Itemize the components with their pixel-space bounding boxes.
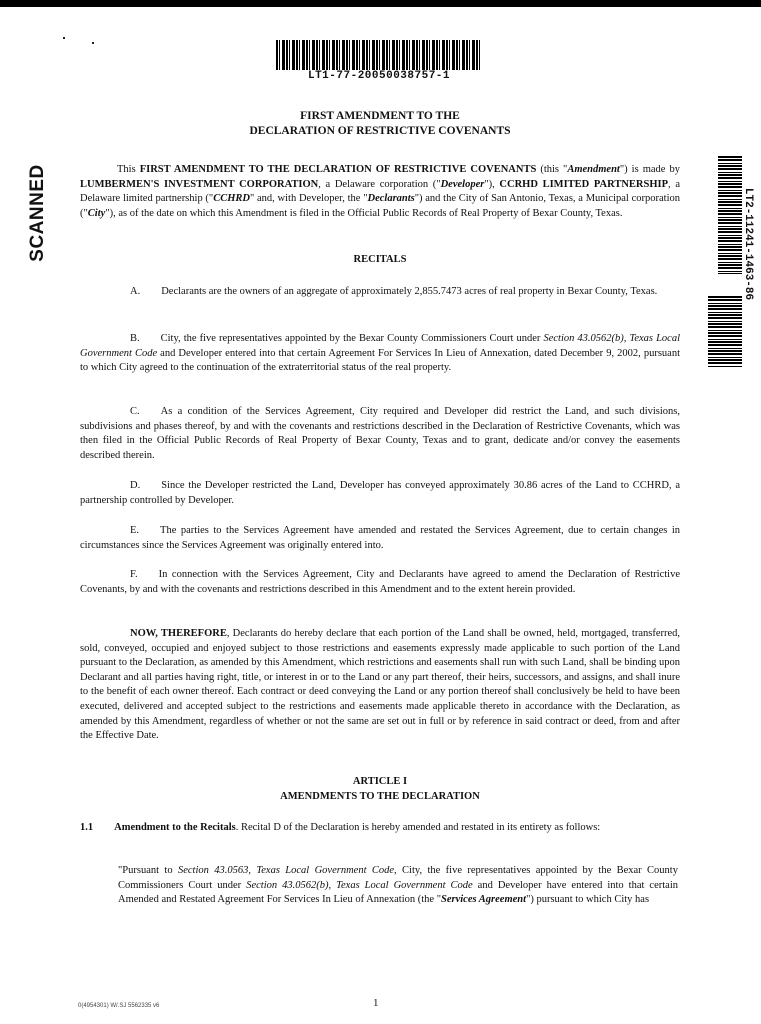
recital-text: Since the Developer restricted the Land, Developer has conveyed approximately 30.86 acres of the Land to CCHRD, a partnership controlled by Developer. (80, 480, 680, 506)
recital-e (80, 524, 680, 553)
recital-text: As a condition of the Services Agreement, City required and Developer did restrict the Land, and such divisions, subdivisions and phases thereof, by and with the covenants and restrictions described in the Declaration of Restrictive Covenants, which was then filed in the Official Public Records of Real Property of Bexar County, Texas and to grant, dedicate and/or convey the easements described therein. (80, 406, 680, 461)
recital-letter: D. (130, 480, 141, 491)
intro-text: " and, with Developer, the " (249, 193, 368, 205)
document-id-footer: 0(4954301) W/.SJ 5562335 v6 (78, 1003, 160, 1009)
recital-letter: B. (130, 333, 140, 344)
intro-bold: FIRST AMENDMENT TO THE DECLARATION OF RESTRICTIVE COVENANTS (139, 164, 537, 175)
defined-term: Services Agreement (441, 894, 527, 906)
quote-text: , City, the five representatives appointed by the Bexar County Commissioners Court under (118, 865, 678, 891)
intro-paragraph (80, 163, 680, 221)
intro-text: ") and the City of San Antonio, Texas, a Municipal corporation (" (80, 193, 680, 219)
recital-letter: C. (130, 406, 140, 417)
recital-text: and Developer entered into that certain Agreement For Services In Lieu of Annexation, dated December 9, 2002, pursuant to which City agreed to the continuation of the extraterritorial status of the real property. (80, 347, 680, 374)
article-heading: AMENDMENTS TO THE DECLARATION (280, 791, 480, 802)
now-therefore-paragraph (80, 627, 680, 744)
document-title-line1: FIRST AMENDMENT TO THE (300, 110, 460, 122)
recital-letter: E. (130, 525, 140, 536)
quote-text: "Pursuant to (118, 865, 178, 876)
recital-f (80, 568, 680, 597)
intro-text: (this " (536, 164, 568, 175)
defined-term: Developer (440, 178, 485, 190)
intro-bold: CCRHD LIMITED PARTNERSHIP (499, 178, 669, 190)
quoted-recital (118, 864, 678, 908)
recording-barcode-label: LT1-77-20050038757-1 (307, 70, 451, 82)
intro-text: "), as of the date on which this Amendment is filed in the Official Public Records of Real Property of Bexar County, Texas. (105, 207, 623, 219)
section-1-1 (80, 821, 680, 836)
intro-bold: LUMBERMEN'S INVESTMENT CORPORATION (80, 178, 319, 190)
defined-term: City (87, 207, 106, 219)
document-title-line2: DECLARATION OF RESTRICTIVE COVENANTS (249, 125, 511, 137)
intro-text: ") is made by (619, 164, 680, 175)
intro-text: This (117, 164, 140, 175)
intro-text: , a Delaware corporation (" (318, 178, 441, 190)
recital-text: The parties to the Services Agreement have amended and restated the Services Agreement, due to certain changes in circumstances since the Services Agreement was originally entered into. (80, 525, 680, 551)
scan-speck (92, 42, 94, 44)
statute-citation: Section 43.0562(b), Texas Local Government Code (246, 879, 473, 891)
article-number: ARTICLE I (352, 776, 408, 787)
now-therefore-lead: NOW, THEREFORE (130, 628, 227, 639)
intro-text: , a Delaware limited partnership (" (80, 178, 680, 205)
recital-text: Declarants are the owners of an aggregate of approximately 2,855.7473 acres of real property in Bexar County, Texas. (161, 286, 658, 297)
now-therefore-text: , Declarants do hereby declare that each portion of the Land shall be owned, held, mortgaged, transferred, sold, conveyed, occupied and enjoyed subject to those restrictions and easements expressly made applicable to such portion of the Land pursuant to the Declaration, as amended by this Amendment, which restrictions and easements shall run with such Land, shall be binding upon Declarant and all parties having right, title, or interest in or to the Land or any part thereof, their heirs, successors, and assigns, and shall inure to the benefit of each owner thereof. Each contract or deed conveying the Land or any portion thereof shall conclusively be held to have been executed, delivered and accepted subject to the restrictions and easements made applicable thereto in accordance with the Declaration, as amended by this Amendment, regardless of whether or not the same are set out in full or by reference in said contract or deed, from and after the Effective Date. (80, 628, 681, 742)
recitals-heading: RECITALS (353, 254, 407, 265)
side-barcode-upper (718, 156, 742, 274)
quote-text: ") pursuant to which City has (526, 894, 650, 906)
recital-b (80, 332, 680, 376)
defined-term: CCHRD (213, 193, 250, 205)
recital-text: City, the five representatives appointed by the Bexar County Commissioners Court under (160, 333, 544, 344)
recital-d (80, 479, 680, 508)
statute-citation: Section 43.0562(b), Texas Local Government Code (80, 333, 680, 359)
statute-citation: Section 43.0563, Texas Local Government Code (177, 865, 395, 876)
recital-c (80, 405, 680, 463)
defined-term: Amendment (567, 164, 620, 175)
quote-text: and Developer have entered into that certain Amended and Restated Agreement For Services In Lieu of Annexation (the " (118, 879, 678, 906)
intro-text: "), (484, 178, 500, 190)
scanned-stamp: SCANNED (27, 164, 48, 262)
recital-letter: F. (130, 569, 138, 580)
recital-a (80, 285, 680, 300)
scan-border (0, 0, 761, 7)
section-heading: Amendment to the Recitals (114, 822, 236, 833)
recital-text: In connection with the Services Agreement, City and Declarants have agreed to amend the Declaration of Restrictive Covenants, by and with the covenants and restrictions described in this Amendment and to the extent herein provided. (80, 569, 680, 595)
side-barcode-label: LT2-11241-1463-86 (742, 187, 754, 301)
recital-letter: A. (130, 286, 141, 297)
page-number: 1 (373, 997, 379, 1009)
defined-term: Declarants (367, 193, 415, 205)
side-barcode-lower (708, 296, 742, 368)
section-text: . Recital D of the Declaration is hereby amended and restated in its entirety as follows: (235, 822, 601, 833)
scan-speck (63, 37, 65, 39)
section-number: 1.1 (80, 822, 94, 833)
recording-barcode (276, 40, 482, 70)
